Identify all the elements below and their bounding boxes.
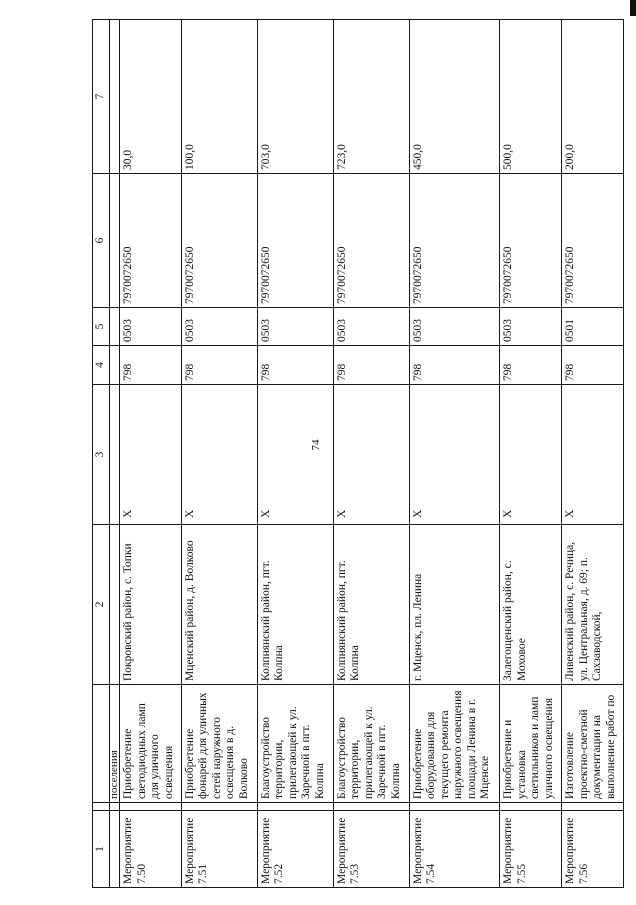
col7-value: 450,0 — [409, 20, 499, 174]
continued-text: поселения — [110, 685, 120, 803]
col3-value: Х — [120, 385, 182, 525]
measure-id: Мероприятие 7.50 — [120, 811, 182, 888]
col4-value: 798 — [181, 346, 257, 385]
col4-value: 798 — [257, 346, 333, 385]
col6-value: 7970072650 — [562, 174, 624, 308]
measure-location: Залегощенский район, с. Моховое — [500, 525, 562, 685]
row-spacer — [181, 803, 257, 811]
col5-value: 0503 — [257, 308, 333, 346]
measure-location: Колпнянский район, пгт. Колпна — [333, 525, 409, 685]
table-row — [562, 20, 624, 888]
measure-id: Мероприятие 7.51 — [181, 811, 257, 888]
row-spacer — [120, 803, 182, 811]
header-col-7: 7 — [93, 20, 110, 174]
table-row — [409, 20, 499, 888]
col7-value: 200,0 — [562, 20, 624, 174]
header-col-3: 3 — [93, 385, 110, 525]
col6-value: 7970072650 — [333, 174, 409, 308]
header-col-6: 6 — [93, 174, 110, 308]
measure-location: Мценский район, д. Волково — [181, 525, 257, 685]
continued-cell — [110, 20, 120, 174]
measure-title: Благоустройство территории, прилегающей к ул. Заречной в пгт. Колпна — [333, 685, 409, 803]
col4-value: 798 — [562, 346, 624, 385]
col4-value: 798 — [500, 346, 562, 385]
header-col-title — [93, 685, 110, 803]
col4-value: 798 — [409, 346, 499, 385]
table-row — [181, 20, 257, 888]
col5-value: 0503 — [181, 308, 257, 346]
scan-corner-mark — [630, 0, 636, 16]
continued-cell — [110, 174, 120, 308]
col3-value: Х — [562, 385, 624, 525]
header-row — [93, 20, 110, 888]
row-spacer — [409, 803, 499, 811]
col3-value: Х — [333, 385, 409, 525]
col7-value: 30,0 — [120, 20, 182, 174]
measure-title: Приобретение светодиодных ламп для уличного освещения — [120, 685, 182, 803]
measure-location: Покровский район, с. Топки — [120, 525, 182, 685]
table-row — [333, 20, 409, 888]
col6-value: 7970072650 — [409, 174, 499, 308]
row-spacer — [562, 803, 624, 811]
col3-value: Х — [500, 385, 562, 525]
measure-title: Приобретение фонарей для уличных сетей наружного освещения в д. Волково — [181, 685, 257, 803]
row-spacer — [257, 803, 333, 811]
col6-value: 7970072650 — [257, 174, 333, 308]
col5-value: 0503 — [409, 308, 499, 346]
measure-id: Мероприятие 7.52 — [257, 811, 333, 888]
continued-cell — [110, 525, 120, 685]
header-col-1b — [93, 803, 110, 811]
measure-title: Благоустройство территории, прилегающей к ул. Заречной в пгт. Колпна — [257, 685, 333, 803]
header-col-4: 4 — [93, 346, 110, 385]
row-spacer — [333, 803, 409, 811]
page-number: 74 — [310, 439, 322, 451]
measure-location: г. Мценск, пл. Ленина — [409, 525, 499, 685]
continued-cell — [110, 385, 120, 525]
rotated-table-sheet — [92, 20, 624, 888]
measure-id: Мероприятие 7.55 — [500, 811, 562, 888]
col3-value: Х — [257, 385, 333, 525]
measure-location: Ливенский район, с. Речица, ул. Центральная, д. 69; п. Сахзаводской, — [562, 525, 624, 685]
col6-value: 7970072650 — [181, 174, 257, 308]
col6-value: 7970072650 — [500, 174, 562, 308]
table-row — [500, 20, 562, 888]
header-col-1: 1 — [93, 811, 110, 888]
measures-table — [92, 19, 624, 888]
continued-cell — [110, 308, 120, 346]
table-row — [120, 20, 182, 888]
measure-location: Колпнянский район, пгт. Колпна — [257, 525, 333, 685]
col7-value: 703,0 — [257, 20, 333, 174]
col3-value: Х — [409, 385, 499, 525]
header-col-5: 5 — [93, 308, 110, 346]
col4-value: 798 — [333, 346, 409, 385]
col5-value: 0503 — [500, 308, 562, 346]
measure-title: Изготовление проектно-сметной документации на выполнение работ по — [562, 685, 624, 803]
col5-value: 0503 — [333, 308, 409, 346]
col7-value: 723,0 — [333, 20, 409, 174]
col7-value: 500,0 — [500, 20, 562, 174]
col5-value: 0503 — [120, 308, 182, 346]
continued-cell — [110, 346, 120, 385]
row-spacer — [500, 803, 562, 811]
col3-value: Х — [181, 385, 257, 525]
col6-value: 7970072650 — [120, 174, 182, 308]
measure-id: Мероприятие 7.54 — [409, 811, 499, 888]
col7-value: 100,0 — [181, 20, 257, 174]
measure-title: Приобретение оборудования для текущего ремонта наружного освещения площади Ленина в г. Мценске — [409, 685, 499, 803]
col4-value: 798 — [120, 346, 182, 385]
continued-cell — [110, 803, 120, 811]
continued-cell — [110, 811, 120, 888]
continued-row — [110, 20, 120, 888]
col5-value: 0501 — [562, 308, 624, 346]
measure-id: Мероприятие 7.56 — [562, 811, 624, 888]
measure-id: Мероприятие 7.53 — [333, 811, 409, 888]
table-row — [257, 20, 333, 888]
measure-title: Приобретение и установка светильников и ламп уличного освещения — [500, 685, 562, 803]
header-col-2: 2 — [93, 525, 110, 685]
